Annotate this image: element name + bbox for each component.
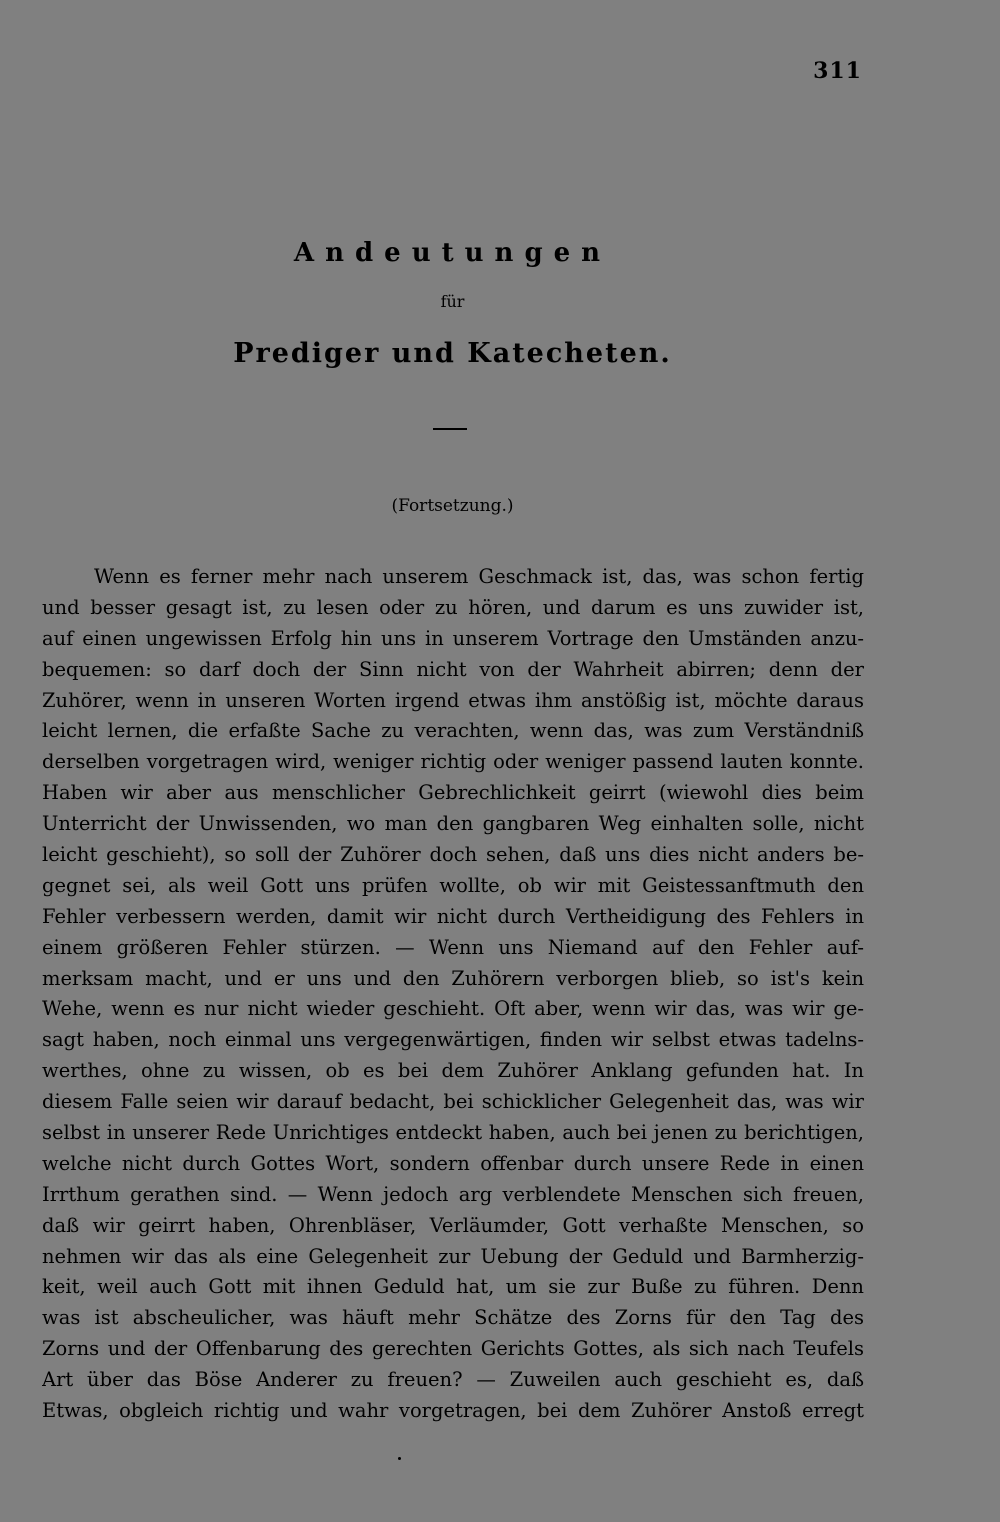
text-line: Haben wir aber aus menschlicher Gebrechlichkeit geirrt (wiewohl dies beim [42, 781, 864, 805]
page-number: 311 [813, 58, 862, 84]
page-title: Andeutungen [293, 238, 612, 268]
text-line: derselben vorgetragen wird, weniger richtig oder weniger passend lauten konnte. [42, 750, 864, 774]
text-line: Wehe, wenn es nur nicht wieder geschieht. Oft aber, wenn wir das, was wir ge- [42, 997, 864, 1021]
title-divider [433, 428, 467, 430]
text-line: einem größeren Fehler stürzen. — Wenn uns Niemand auf den Fehler auf- [42, 935, 864, 959]
text-line: Art über das Böse Anderer zu freuen? — Zuweilen auch geschieht es, daß [42, 1368, 864, 1392]
title-connector: für [440, 292, 465, 311]
text-line: werthes, ohne zu wissen, ob es bei dem Zuhörer Anklang gefunden hat. In [42, 1059, 864, 1083]
text-line: was ist abscheulicher, was häuft mehr Schätze des Zorns für den Tag des [42, 1306, 864, 1330]
page-subtitle: Prediger und Katecheten. [233, 338, 672, 369]
text-line: Zorns und der Offenbarung des gerechten Gerichts Gottes, als sich nach Teufels [42, 1337, 864, 1361]
text-line: daß wir geirrt haben, Ohrenbläser, Verläumder, Gott verhaßte Menschen, so [42, 1213, 864, 1237]
text-line: Zuhörer, wenn in unseren Worten irgend etwas ihm anstößig ist, möchte daraus [42, 688, 864, 712]
text-line: Etwas, obgleich richtig und wahr vorgetragen, bei dem Zuhörer Anstoß erregt [42, 1399, 864, 1423]
text-line: leicht geschieht), so soll der Zuhörer doch sehen, daß uns dies nicht anders be- [42, 843, 864, 867]
text-line: Fehler verbessern werden, damit wir nicht durch Vertheidigung des Fehlers in [42, 904, 864, 928]
text-line: nehmen wir das als eine Gelegenheit zur Uebung der Geduld und Barmherzig- [42, 1244, 864, 1268]
continuation-note: (Fortsetzung.) [391, 496, 514, 516]
text-line: Wenn es ferner mehr nach unserem Geschmack ist, das, was schon fertig [94, 565, 864, 588]
text-line: leicht lernen, die erfaßte Sache zu verachten, wenn das, was zum Verständniß [42, 719, 864, 743]
body-text [42, 562, 864, 1427]
text-line: selbst in unserer Rede Unrichtiges entdeckt haben, auch bei jenen zu berichtigen, [42, 1121, 864, 1145]
text-line: gegnet sei, als weil Gott uns prüfen wollte, ob wir mit Geistessanftmuth den [42, 873, 864, 897]
text-line: merksam macht, und er uns und den Zuhörern verborgen blieb, so ist's kein [42, 966, 864, 990]
text-line: bequemen: so darf doch der Sinn nicht von der Wahrheit abirren; denn der [42, 657, 864, 681]
text-line: und besser gesagt ist, zu lesen oder zu hören, und darum es uns zuwider ist, [42, 595, 864, 619]
text-line: sagt haben, noch einmal uns vergegenwärtigen, finden wir selbst etwas tadelns- [42, 1028, 864, 1052]
print-speck [398, 1457, 401, 1460]
text-line: diesem Falle seien wir darauf bedacht, bei schicklicher Gelegenheit das, was wir [42, 1090, 864, 1114]
text-line: keit, weil auch Gott mit ihnen Geduld hat, um sie zur Buße zu führen. Denn [42, 1275, 864, 1299]
text-line: auf einen ungewissen Erfolg hin uns in unserem Vortrage den Umständen anzu- [42, 626, 864, 650]
text-line: Unterricht der Unwissenden, wo man den gangbaren Weg einhalten solle, nicht [42, 812, 864, 836]
text-line: Irrthum gerathen sind. — Wenn jedoch arg verblendete Menschen sich freuen, [42, 1182, 864, 1206]
text-line: welche nicht durch Gottes Wort, sondern offenbar durch unsere Rede in einen [42, 1151, 864, 1175]
